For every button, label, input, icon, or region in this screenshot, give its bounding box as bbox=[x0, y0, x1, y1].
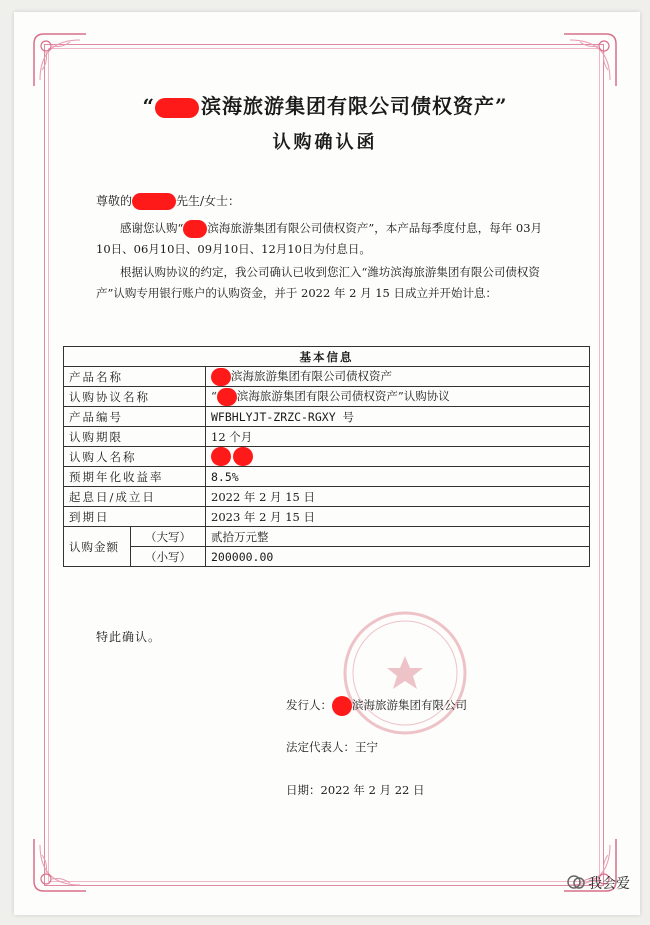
date-label: 日期： bbox=[286, 783, 321, 797]
yield-value: 8.5% bbox=[206, 467, 590, 487]
paragraph-thanks bbox=[96, 218, 551, 260]
row-label: 认购协议名称 bbox=[64, 387, 206, 407]
rep-label: 法定代表人： bbox=[286, 740, 355, 754]
greeting-suffix: 先生/女士： bbox=[176, 194, 241, 208]
corner-ornament-icon bbox=[30, 835, 90, 895]
table-row bbox=[64, 547, 590, 567]
table-row bbox=[64, 387, 590, 407]
legal-rep-line bbox=[286, 739, 378, 755]
company-seal-icon bbox=[340, 608, 470, 738]
row-label: 产品名称 bbox=[64, 367, 206, 387]
subscriber-name-value bbox=[206, 447, 590, 467]
row-value bbox=[206, 367, 590, 387]
watermark-logo-icon bbox=[566, 872, 586, 892]
issuer-line bbox=[286, 696, 467, 716]
quote-mark: “ bbox=[211, 388, 217, 403]
table-row bbox=[64, 467, 590, 487]
amount-label: 认购金额 bbox=[64, 527, 131, 567]
table-row bbox=[64, 407, 590, 427]
watermark-text: 我会爱 bbox=[588, 876, 630, 892]
title-text: 滨海旅游集团有限公司债权资产” bbox=[201, 94, 508, 118]
title-open-quote: “ bbox=[142, 94, 155, 118]
redaction-mark bbox=[132, 193, 176, 210]
amount-lower-value: 200000.00 bbox=[206, 547, 590, 567]
table-row bbox=[64, 447, 590, 467]
redaction-mark bbox=[332, 696, 352, 716]
redaction-mark bbox=[211, 368, 231, 386]
agreement-name-value: 滨海旅游集团有限公司债权资产”认购协议 bbox=[236, 388, 450, 403]
issuer-label: 发行人： bbox=[286, 698, 332, 712]
row-label: 产品编号 bbox=[64, 407, 206, 427]
table-header: 基本信息 bbox=[64, 347, 590, 367]
corner-ornament-icon bbox=[560, 30, 620, 90]
greeting bbox=[96, 192, 240, 210]
table-row bbox=[64, 367, 590, 387]
paragraph-confirmation: 根据认购协议的约定，我公司确认已收到您汇入“潍坊滨海旅游集团有限公司债权资产”认购专用银行账户的认购资金，并于 2022 年 2 月 15 日成立并开始计息： bbox=[96, 265, 540, 300]
confirm-text: 特此确认。 bbox=[96, 630, 162, 644]
info-table bbox=[63, 346, 590, 567]
amount-lower-label: （小写） bbox=[131, 547, 206, 567]
row-label: 预期年化收益率 bbox=[64, 467, 206, 487]
redaction-mark bbox=[155, 98, 199, 118]
document-subtitle: 认购确认函 bbox=[272, 132, 378, 153]
table-row bbox=[64, 507, 590, 527]
table-row bbox=[64, 427, 590, 447]
greeting-prefix: 尊敬的 bbox=[96, 194, 133, 208]
date-value: 2022 年 2 月 22 日 bbox=[320, 783, 425, 797]
para1-rest: 滨海旅游集团有限公司债权资产”，本产品每季度付息，每年 03月10日、06月10日、09月10日、12月10日为付息日。 bbox=[96, 221, 543, 256]
amount-upper-value: 贰拾万元整 bbox=[206, 527, 590, 547]
row-label: 起息日/成立日 bbox=[64, 487, 206, 507]
rep-name: 王宁 bbox=[355, 740, 378, 754]
table-row bbox=[64, 487, 590, 507]
document-title bbox=[0, 90, 650, 119]
table-header-row bbox=[64, 347, 590, 367]
para1-start: 感谢您认购“ bbox=[120, 221, 184, 235]
maturity-date-value: 2023 年 2 月 15 日 bbox=[206, 507, 590, 527]
product-code-value: WFBHLYJT-ZRZC-RGXY 号 bbox=[206, 407, 590, 427]
row-label: 到期日 bbox=[64, 507, 206, 527]
start-date-value: 2022 年 2 月 15 日 bbox=[206, 487, 590, 507]
row-label: 认购人名称 bbox=[64, 447, 206, 467]
redaction-mark bbox=[211, 447, 255, 466]
row-label: 认购期限 bbox=[64, 427, 206, 447]
table-row bbox=[64, 527, 590, 547]
issuer-name: 滨海旅游集团有限公司 bbox=[352, 698, 467, 712]
term-value: 12 个月 bbox=[206, 427, 590, 447]
date-line bbox=[286, 782, 425, 798]
redaction-mark bbox=[217, 388, 237, 406]
corner-ornament-icon bbox=[30, 30, 90, 90]
product-name-value: 滨海旅游集团有限公司债权资产 bbox=[231, 368, 392, 383]
redaction-mark bbox=[183, 220, 207, 238]
row-value bbox=[206, 387, 590, 407]
amount-upper-label: （大写） bbox=[131, 527, 206, 547]
